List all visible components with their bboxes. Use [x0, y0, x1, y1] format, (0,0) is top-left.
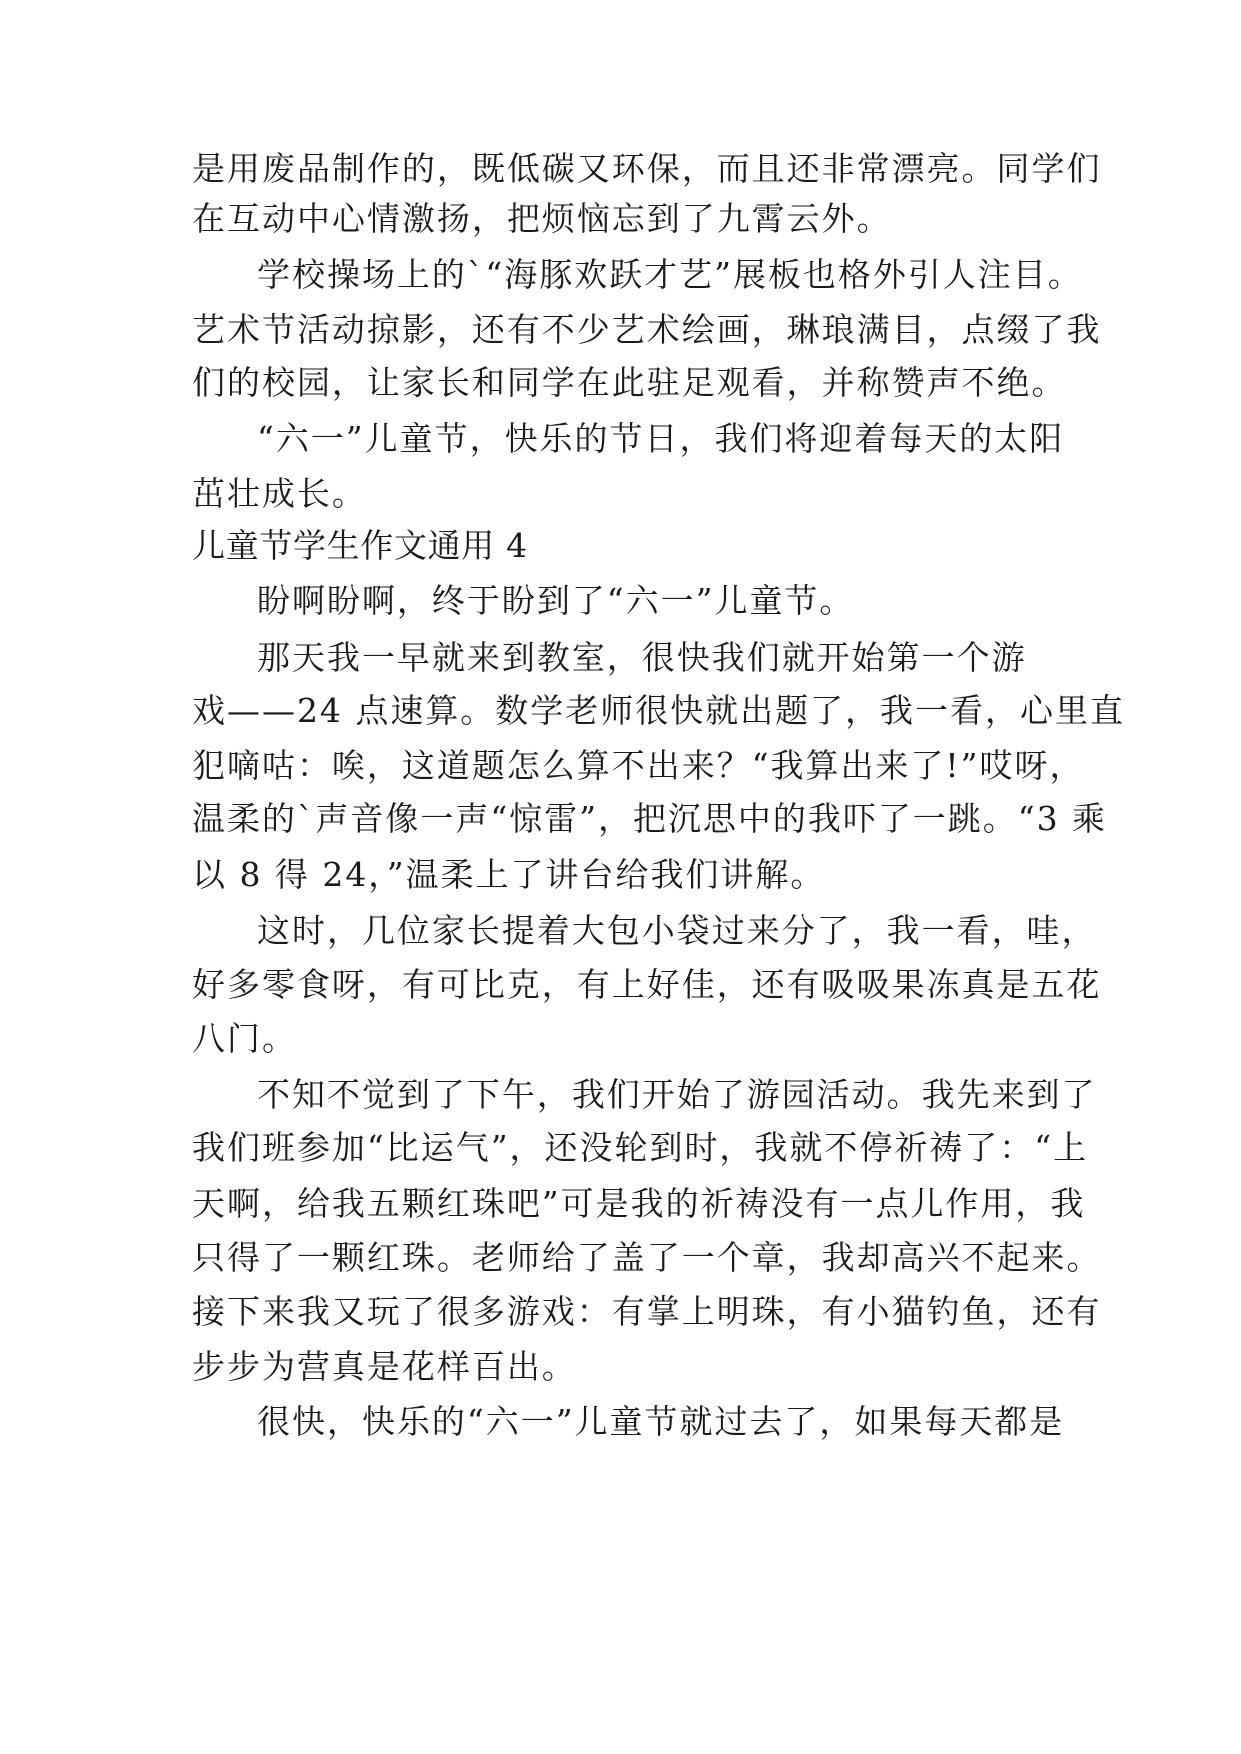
text-line: 在互动中心情激扬，把烦恼忘到了九霄云外。 — [192, 199, 892, 238]
text-line: 犯嘀咕：唉，这道题怎么算不出来？“我算出来了!”哎呀， — [192, 746, 1085, 785]
text-line: 步步为营真是花样百出。 — [192, 1347, 577, 1386]
text-line: 温柔的`声音像一声“惊雷”，把沉思中的我吓了一跳。“3 乘 — [192, 799, 1108, 838]
text-line: 以 8 得 24，”温柔上了讲台给我们讲解。 — [192, 855, 826, 894]
text-line: 艺术节活动掠影，还有不少艺术绘画，琳琅满目，点缀了我 — [192, 310, 1102, 349]
text-line: 好多零食呀，有可比克，有上好佳，还有吸吸果冻真是五花 — [192, 965, 1102, 1004]
text-line: 天啊，给我五颗红珠吧”可是我的祈祷没有一点儿作用，我 — [192, 1184, 1086, 1223]
text-line: 只得了一颗红珠。老师给了盖了一个章，我却高兴不起来。 — [192, 1238, 1102, 1277]
text-line: “六一”儿童节，快乐的节日，我们将迎着每天的太阳 — [257, 419, 1065, 458]
text-line: 们的校园，让家长和同学在此驻足观看，并称赞声不绝。 — [192, 363, 1067, 402]
text-line: 学校操场上的`“海豚欢跃才艺”展板也格外引人注目。 — [257, 255, 1083, 294]
text-line: 我们班参加“比运气”，还没轮到时，我就不停祈祷了：“上 — [192, 1128, 1089, 1167]
section-heading: 儿童节学生作文通用 4 — [192, 526, 528, 565]
text-line: 盼啊盼啊，终于盼到了“六一”儿童节。 — [257, 581, 855, 620]
text-line: 不知不觉到了下午，我们开始了游园活动。我先来到了 — [257, 1075, 1097, 1114]
text-line: 是用废品制作的，既低碳又环保，而且还非常漂亮。同学们 — [192, 149, 1102, 188]
text-line: 戏——24 点速算。数学老师很快就出题了，我一看，心里直 — [192, 691, 1125, 730]
text-line: 茁壮成长。 — [192, 474, 367, 513]
text-line: 很快，快乐的“六一”儿童节就过去了，如果每天都是 — [257, 1402, 1065, 1441]
text-line: 这时，几位家长提着大包小袋过来分了，我一看，哇， — [257, 911, 1097, 950]
text-line: 八门。 — [192, 1019, 297, 1058]
text-line: 那天我一早就来到教室，很快我们就开始第一个游 — [257, 638, 1027, 677]
text-line: 接下来我又玩了很多游戏：有掌上明珠，有小猫钓鱼，还有 — [192, 1292, 1102, 1331]
